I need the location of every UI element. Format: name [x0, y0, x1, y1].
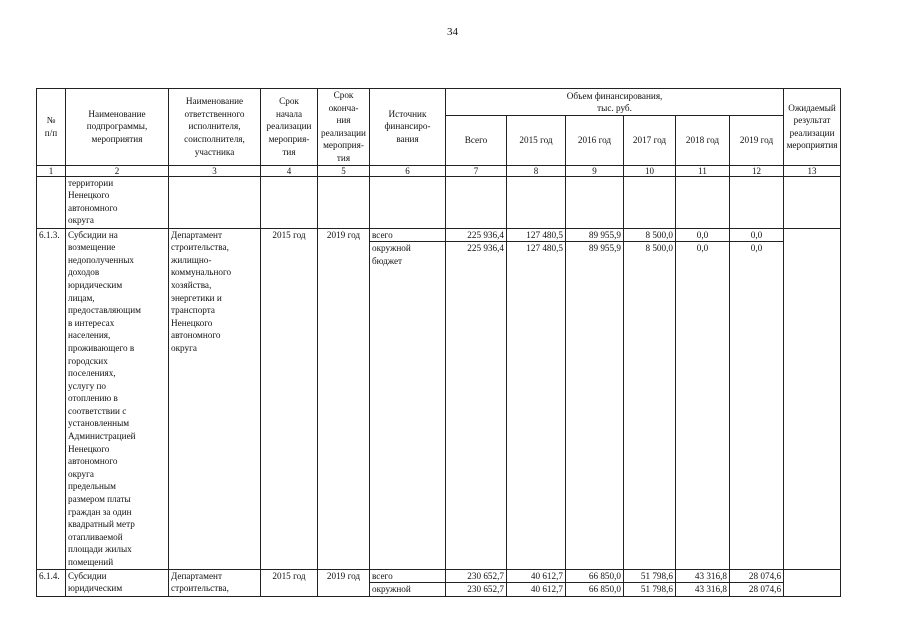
header-year-2018: 2018 год: [676, 116, 730, 165]
row-name: Субсидии юридическим: [66, 569, 169, 596]
row-2017: 51 798,6: [624, 583, 676, 597]
column-number: 2: [66, 165, 169, 176]
row-2019: 28 074,6: [730, 569, 784, 583]
row-total: 230 652,7: [446, 583, 507, 597]
column-number: 8: [507, 165, 566, 176]
cell-empty: [784, 176, 841, 228]
row-source: окружной: [370, 583, 446, 597]
row-result: [784, 569, 841, 596]
row-2018: 0,0: [676, 242, 730, 569]
header-name: Наименование подпрограммы, мероприятия: [66, 89, 169, 166]
row-2015: 127 480,5: [507, 242, 566, 569]
row-source: всего: [370, 569, 446, 583]
header-year-2016: 2016 год: [566, 116, 624, 165]
column-number: 13: [784, 165, 841, 176]
row-2015: 127 480,5: [507, 228, 566, 242]
column-number: 4: [261, 165, 318, 176]
header-year-2017: 2017 год: [624, 116, 676, 165]
header-year-2019: 2019 год: [730, 116, 784, 165]
column-number: 11: [676, 165, 730, 176]
row-2017: 51 798,6: [624, 569, 676, 583]
row-executor: Департамент строительства,: [169, 569, 261, 596]
row-result: [784, 228, 841, 569]
header-result: Ожидаемый результат реализации мероприятия: [784, 89, 841, 166]
row-2015: 40 612,7: [507, 583, 566, 597]
cell-empty: [624, 176, 676, 228]
funding-table: [36, 88, 841, 597]
continuation-name: территории Ненецкого автономного округа: [66, 176, 169, 228]
row-2018: 43 316,8: [676, 583, 730, 597]
table-row: [37, 569, 841, 583]
row-2019: 0,0: [730, 242, 784, 569]
header-funding: Объем финансирования, тыс. руб.: [446, 89, 784, 116]
header-source: Источник финансиро- вания: [370, 89, 446, 166]
column-number: 5: [318, 165, 370, 176]
column-number: 1: [37, 165, 66, 176]
row-source: окружной бюджет: [370, 242, 446, 569]
row-2016: 89 955,9: [566, 242, 624, 569]
row-start: 2015 год: [261, 569, 318, 596]
column-number: 12: [730, 165, 784, 176]
column-number: 3: [169, 165, 261, 176]
table-row: [37, 228, 841, 242]
cell-empty: [318, 176, 370, 228]
column-number: 6: [370, 165, 446, 176]
cell-empty: [446, 176, 507, 228]
cell-empty: [261, 176, 318, 228]
row-2016: 89 955,9: [566, 228, 624, 242]
header-start: Срок начала реализации мероприя- тия: [261, 89, 318, 166]
column-number: 7: [446, 165, 507, 176]
row-start: 2015 год: [261, 228, 318, 569]
header-end: Срок оконча- ния реализации мероприя- тия: [318, 89, 370, 166]
row-2019: 0,0: [730, 228, 784, 242]
row-num: 6.1.3.: [37, 228, 66, 569]
header-executor: Наименование ответственного исполнителя, соисполнителя, участника: [169, 89, 261, 166]
row-2018: 0,0: [676, 228, 730, 242]
row-name: Субсидии на возмещение недополученных доходов юридическим лицам, предоставляющим в интересах населения, проживающего в городских поселениях, услугу по отоплению в соответствии с установленным Администрацией Ненецкого автономного округа предельным размером платы граждан за один квадратный метр отапливаемой площади жилых помещений: [66, 228, 169, 569]
cell-empty: [730, 176, 784, 228]
row-2019: 28 074,6: [730, 583, 784, 597]
header-year-2015: 2015 год: [507, 116, 566, 165]
row-2017: 8 500,0: [624, 228, 676, 242]
cell-empty: [507, 176, 566, 228]
cell-empty: [37, 176, 66, 228]
row-executor: Департамент строительства, жилищно- коммунального хозяйства, энергетики и транспорта Ненецкого автономного округа: [169, 228, 261, 569]
row-2018: 43 316,8: [676, 569, 730, 583]
cell-empty: [370, 176, 446, 228]
row-2016: 66 850,0: [566, 569, 624, 583]
row-total: 230 652,7: [446, 569, 507, 583]
row-end: 2019 год: [318, 228, 370, 569]
row-2017: 8 500,0: [624, 242, 676, 569]
cell-empty: [676, 176, 730, 228]
row-2016: 66 850,0: [566, 583, 624, 597]
column-number: 9: [566, 165, 624, 176]
row-num: 6.1.4.: [37, 569, 66, 596]
column-number: 10: [624, 165, 676, 176]
cell-empty: [566, 176, 624, 228]
header-num: № п/п: [37, 89, 66, 166]
cell-empty: [169, 176, 261, 228]
header-total: Всего: [446, 116, 507, 165]
row-2015: 40 612,7: [507, 569, 566, 583]
row-source: всего: [370, 228, 446, 242]
row-total: 225 936,4: [446, 242, 507, 569]
row-total: 225 936,4: [446, 228, 507, 242]
page-number: 34: [447, 26, 458, 38]
row-end: 2019 год: [318, 569, 370, 596]
